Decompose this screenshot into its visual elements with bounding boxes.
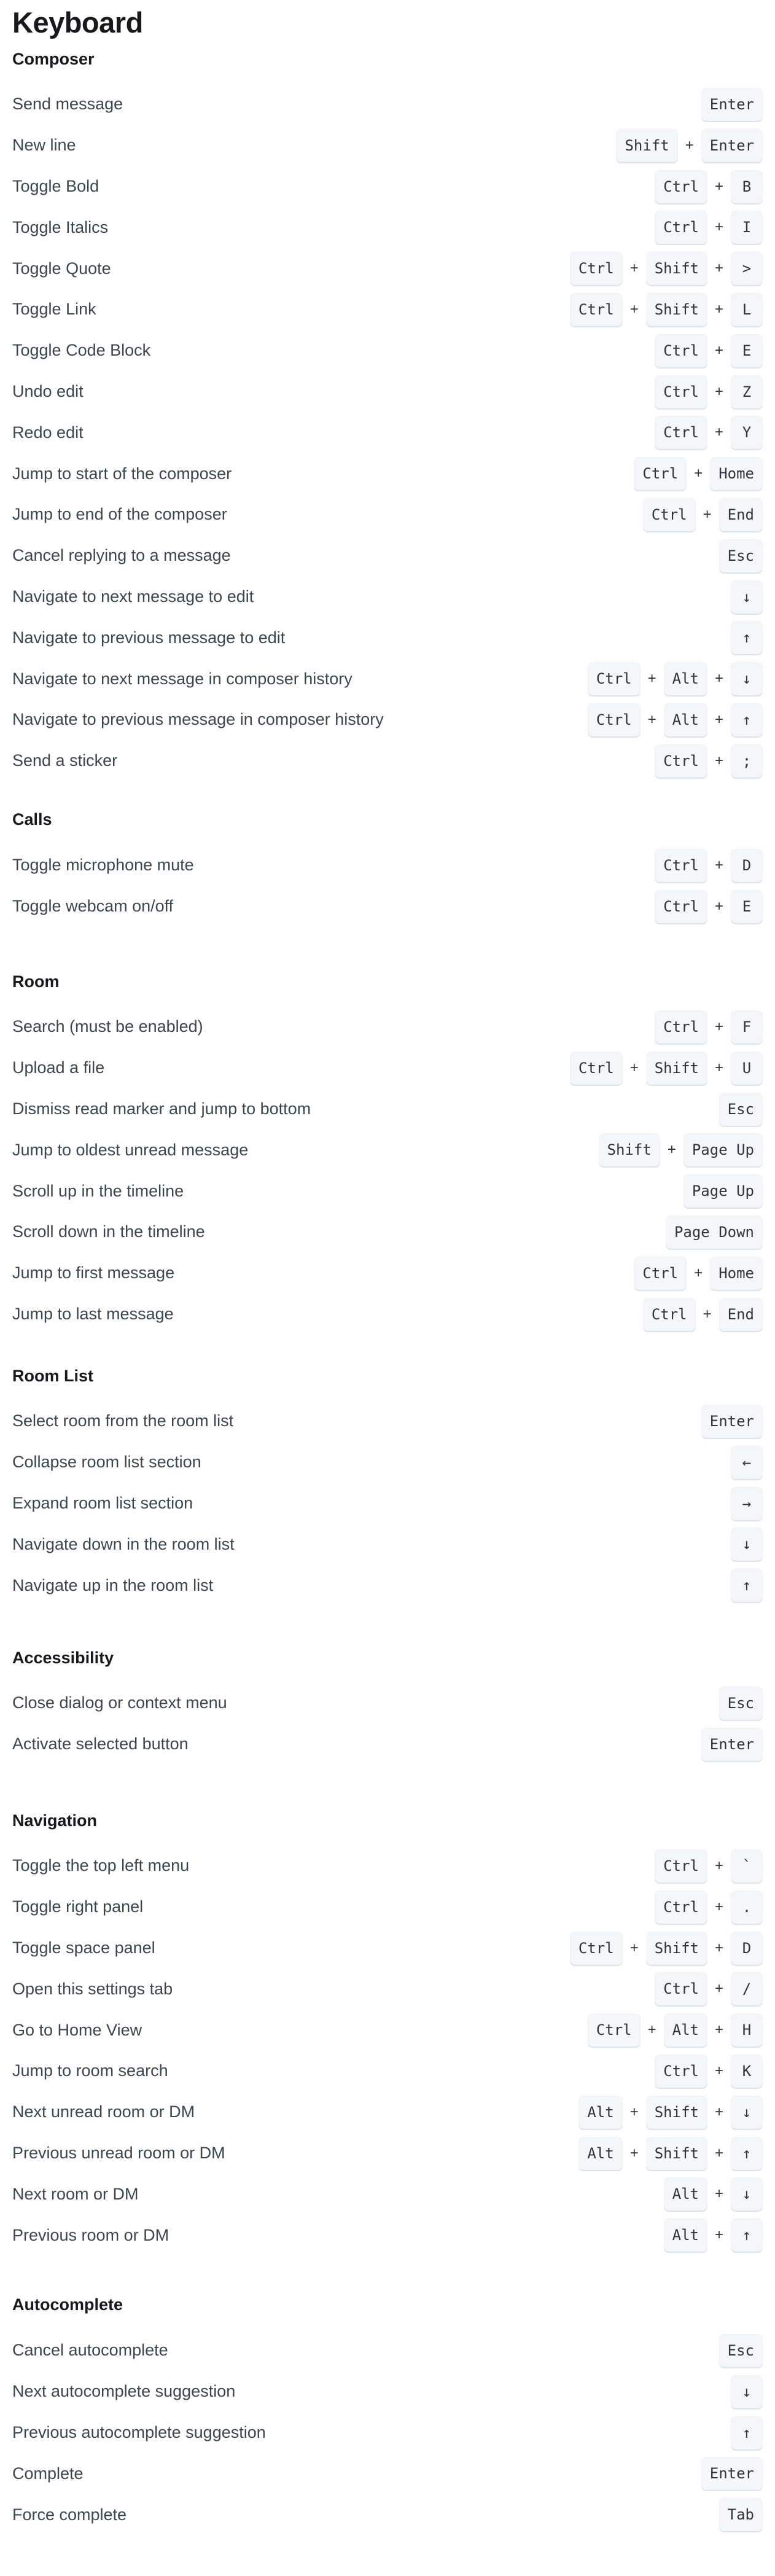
key-cap: D bbox=[731, 1932, 763, 1965]
shortcut-label: Open this settings tab bbox=[12, 1979, 173, 1998]
key-cap: Ctrl bbox=[655, 744, 707, 778]
key-cap: Ctrl bbox=[570, 1052, 623, 1085]
plus-separator: + bbox=[703, 505, 712, 523]
shortcut-row bbox=[12, 289, 763, 330]
key-cap: Shift bbox=[646, 293, 707, 326]
key-combination bbox=[731, 1569, 763, 1602]
key-cap: End bbox=[719, 1298, 763, 1331]
shortcut-row bbox=[12, 658, 763, 700]
key-cap: Ctrl bbox=[570, 293, 623, 326]
key-cap: Ctrl bbox=[655, 1891, 707, 1924]
key-cap: Y bbox=[731, 416, 763, 449]
key-cap: Page Down bbox=[666, 1216, 763, 1249]
shortcut-row bbox=[12, 617, 763, 658]
key-combination bbox=[655, 211, 763, 244]
shortcut-row bbox=[12, 2133, 763, 2174]
key-cap: Ctrl bbox=[588, 703, 641, 736]
key-combination bbox=[655, 1972, 763, 2005]
key-combination bbox=[634, 457, 763, 490]
key-cap: Alt bbox=[664, 2013, 707, 2047]
key-cap: Home bbox=[710, 1257, 763, 1290]
shortcut-row bbox=[12, 1171, 763, 1212]
key-combination bbox=[643, 498, 763, 531]
key-combination bbox=[634, 1257, 763, 1290]
shortcut-label: Toggle webcam on/off bbox=[12, 897, 174, 916]
shortcut-row bbox=[12, 125, 763, 166]
key-cap: Shift bbox=[646, 2096, 707, 2129]
plus-separator: + bbox=[703, 1305, 712, 1322]
shortcut-row bbox=[12, 453, 763, 494]
section-composer bbox=[12, 49, 763, 781]
plus-separator: + bbox=[714, 300, 723, 318]
key-combination bbox=[570, 252, 763, 285]
key-cap: Ctrl bbox=[588, 662, 641, 695]
plus-separator: + bbox=[714, 178, 723, 195]
shortcut-label: Toggle Code Block bbox=[12, 341, 151, 360]
key-cap: ↑ bbox=[731, 1569, 763, 1602]
key-cap: ← bbox=[731, 1446, 763, 1479]
key-cap: U bbox=[731, 1052, 763, 1085]
key-cap: Ctrl bbox=[570, 1932, 623, 1965]
section-title: Calls bbox=[12, 810, 52, 829]
key-cap: Shift bbox=[646, 252, 707, 285]
key-cap: Ctrl bbox=[655, 890, 707, 923]
key-combination bbox=[588, 662, 763, 695]
key-cap: Ctrl bbox=[655, 375, 707, 408]
key-combination bbox=[588, 2013, 763, 2047]
shortcut-label: Go to Home View bbox=[12, 2020, 142, 2039]
key-cap: Home bbox=[710, 457, 763, 490]
shortcut-row bbox=[12, 371, 763, 412]
page-title: Keyboard bbox=[12, 6, 143, 39]
section-title: Navigation bbox=[12, 1811, 98, 1830]
shortcut-list bbox=[12, 845, 763, 927]
key-combination bbox=[719, 539, 763, 572]
shortcut-label: Jump to end of the composer bbox=[12, 505, 227, 524]
plus-separator: + bbox=[714, 1018, 723, 1035]
shortcut-label: Dismiss read marker and jump to bottom bbox=[12, 1099, 311, 1118]
shortcut-row bbox=[12, 1047, 763, 1088]
plus-separator: + bbox=[714, 897, 723, 915]
key-combination bbox=[643, 1298, 763, 1331]
plus-separator: + bbox=[629, 300, 639, 318]
key-cap: . bbox=[731, 1891, 763, 1924]
plus-separator: + bbox=[694, 1264, 703, 1281]
shortcut-label: Toggle microphone mute bbox=[12, 856, 194, 875]
key-combination bbox=[731, 2375, 763, 2408]
shortcut-label: Toggle Quote bbox=[12, 259, 111, 278]
key-cap: Z bbox=[731, 375, 763, 408]
shortcut-row bbox=[12, 1442, 763, 1483]
key-combination bbox=[655, 334, 763, 367]
plus-separator: + bbox=[714, 383, 723, 400]
plus-separator: + bbox=[714, 2103, 723, 2120]
key-combination bbox=[655, 849, 763, 882]
shortcut-row bbox=[12, 740, 763, 781]
plus-separator: + bbox=[714, 856, 723, 873]
key-cap: Esc bbox=[719, 539, 763, 572]
plus-separator: + bbox=[629, 260, 639, 277]
shortcut-row bbox=[12, 535, 763, 576]
shortcut-label: Navigate to next message to edit bbox=[12, 587, 254, 606]
shortcut-row bbox=[12, 1212, 763, 1253]
shortcut-row bbox=[12, 1483, 763, 1524]
key-combination bbox=[570, 1052, 763, 1085]
key-cap: Esc bbox=[719, 2334, 763, 2367]
shortcut-row bbox=[12, 886, 763, 927]
plus-separator: + bbox=[714, 1857, 723, 1874]
shortcut-label: Navigate down in the room list bbox=[12, 1534, 235, 1553]
section-title: Autocomplete bbox=[12, 2295, 123, 2314]
key-combination bbox=[655, 416, 763, 449]
key-cap: Ctrl bbox=[634, 1257, 687, 1290]
shortcut-row bbox=[12, 2215, 763, 2256]
key-cap: Alt bbox=[664, 2219, 707, 2252]
key-cap: Alt bbox=[664, 2177, 707, 2211]
key-cap: Shift bbox=[599, 1133, 660, 1166]
shortcut-row bbox=[12, 845, 763, 886]
shortcut-label: Cancel replying to a message bbox=[12, 546, 231, 565]
key-combination bbox=[664, 2219, 763, 2252]
key-cap: > bbox=[731, 252, 763, 285]
key-cap: End bbox=[719, 498, 763, 531]
shortcut-list bbox=[12, 1846, 763, 2256]
shortcut-label: Select room from the room list bbox=[12, 1411, 234, 1430]
key-cap: Alt bbox=[664, 662, 707, 695]
plus-separator: + bbox=[714, 2021, 723, 2039]
plus-separator: + bbox=[647, 2021, 656, 2039]
key-cap: Page Up bbox=[683, 1133, 763, 1166]
key-cap: ↓ bbox=[731, 662, 763, 695]
shortcut-label: Toggle space panel bbox=[12, 1938, 155, 1957]
key-cap: Enter bbox=[701, 88, 763, 121]
plus-separator: + bbox=[667, 1141, 676, 1158]
shortcut-label: Navigate up in the room list bbox=[12, 1575, 214, 1594]
shortcut-label: Toggle Italics bbox=[12, 217, 109, 236]
shortcut-row bbox=[12, 576, 763, 617]
shortcut-row bbox=[12, 1723, 763, 1765]
plus-separator: + bbox=[714, 260, 723, 277]
shortcut-label: Navigate to previous message to edit bbox=[12, 628, 286, 647]
key-cap: Shift bbox=[646, 2137, 707, 2170]
key-cap: Shift bbox=[646, 1052, 707, 1085]
key-combination bbox=[655, 1891, 763, 1924]
key-combination bbox=[731, 1446, 763, 1479]
shortcut-row bbox=[12, 1401, 763, 1442]
shortcut-row bbox=[12, 1252, 763, 1294]
shortcut-label: Search (must be enabled) bbox=[12, 1017, 203, 1036]
shortcut-list bbox=[12, 84, 763, 782]
shortcut-row bbox=[12, 2051, 763, 2092]
key-cap: Ctrl bbox=[655, 849, 707, 882]
shortcut-row bbox=[12, 1524, 763, 1565]
shortcut-label: Scroll down in the timeline bbox=[12, 1222, 205, 1241]
key-cap: Ctrl bbox=[655, 1010, 707, 1044]
shortcut-list bbox=[12, 1007, 763, 1335]
section-title: Room bbox=[12, 972, 60, 991]
key-combination bbox=[588, 703, 763, 736]
shortcut-row bbox=[12, 2412, 763, 2453]
key-combination bbox=[719, 1093, 763, 1126]
key-cap: Ctrl bbox=[634, 457, 687, 490]
key-combination bbox=[731, 580, 763, 614]
key-combination bbox=[701, 1405, 763, 1438]
key-cap: B bbox=[731, 170, 763, 203]
key-cap: Enter bbox=[701, 129, 763, 162]
key-cap: K bbox=[731, 2055, 763, 2088]
plus-separator: + bbox=[714, 219, 723, 236]
key-cap: ↓ bbox=[731, 2177, 763, 2211]
key-cap: Enter bbox=[701, 2457, 763, 2490]
key-cap: Ctrl bbox=[655, 211, 707, 244]
plus-separator: + bbox=[714, 2062, 723, 2079]
key-combination bbox=[719, 2334, 763, 2367]
shortcut-label: Close dialog or context menu bbox=[12, 1693, 227, 1712]
shortcut-label: Jump to last message bbox=[12, 1305, 174, 1324]
key-combination bbox=[655, 1010, 763, 1044]
shortcut-label: Complete bbox=[12, 2464, 84, 2483]
key-cap: Ctrl bbox=[655, 416, 707, 449]
shortcut-label: Upload a file bbox=[12, 1058, 105, 1077]
key-cap: ` bbox=[731, 1849, 763, 1883]
key-cap: Enter bbox=[701, 1728, 763, 1761]
plus-separator: + bbox=[714, 2185, 723, 2203]
key-cap: D bbox=[731, 849, 763, 882]
shortcut-label: Jump to oldest unread message bbox=[12, 1140, 249, 1159]
key-cap: Esc bbox=[719, 1093, 763, 1126]
key-cap: Ctrl bbox=[655, 170, 707, 203]
shortcut-label: Jump to room search bbox=[12, 2061, 168, 2080]
shortcut-label: Jump to start of the composer bbox=[12, 464, 232, 483]
key-cap: Ctrl bbox=[643, 1298, 696, 1331]
plus-separator: + bbox=[714, 1059, 723, 1076]
shortcut-row bbox=[12, 1846, 763, 1887]
shortcut-row bbox=[12, 166, 763, 207]
shortcut-label: Toggle the top left menu bbox=[12, 1856, 190, 1875]
key-combination bbox=[719, 2498, 763, 2531]
section-accessibility bbox=[12, 1648, 763, 1765]
section-title: Composer bbox=[12, 50, 95, 68]
key-cap: L bbox=[731, 293, 763, 326]
key-combination bbox=[701, 88, 763, 121]
key-combination bbox=[655, 375, 763, 408]
shortcut-row bbox=[12, 2453, 763, 2494]
key-cap: → bbox=[731, 1487, 763, 1520]
key-cap: E bbox=[731, 334, 763, 367]
key-combination bbox=[578, 2137, 763, 2170]
plus-separator: + bbox=[647, 670, 656, 687]
key-combination bbox=[731, 1528, 763, 1561]
plus-separator: + bbox=[694, 465, 703, 482]
key-combination bbox=[683, 1174, 763, 1208]
shortcut-row bbox=[12, 1969, 763, 2010]
key-cap: Enter bbox=[701, 1405, 763, 1438]
section-autocomplete bbox=[12, 2295, 763, 2535]
plus-separator: + bbox=[685, 136, 694, 154]
key-cap: H bbox=[731, 2013, 763, 2047]
key-cap: ↑ bbox=[731, 2137, 763, 2170]
plus-separator: + bbox=[647, 711, 656, 728]
section-navigation bbox=[12, 1811, 763, 2256]
shortcut-label: Toggle Bold bbox=[12, 177, 99, 196]
shortcut-label: Cancel autocomplete bbox=[12, 2341, 168, 2360]
key-cap: ↓ bbox=[731, 580, 763, 614]
key-cap: I bbox=[731, 211, 763, 244]
key-combination bbox=[731, 1487, 763, 1520]
key-cap: Page Up bbox=[683, 1174, 763, 1208]
key-cap: Tab bbox=[719, 2498, 763, 2531]
key-combination bbox=[731, 2416, 763, 2449]
shortcut-list bbox=[12, 1401, 763, 1606]
shortcut-label: Send a sticker bbox=[12, 751, 118, 770]
key-cap: ↑ bbox=[731, 2219, 763, 2252]
shortcut-label: Scroll up in the timeline bbox=[12, 1181, 184, 1200]
shortcut-label: Jump to first message bbox=[12, 1263, 175, 1282]
key-cap: ; bbox=[731, 744, 763, 778]
shortcut-row bbox=[12, 248, 763, 289]
shortcut-row bbox=[12, 207, 763, 248]
shortcut-label: New line bbox=[12, 136, 76, 155]
plus-separator: + bbox=[714, 670, 723, 687]
key-combination bbox=[655, 2055, 763, 2088]
key-combination bbox=[719, 1687, 763, 1720]
shortcut-label: Undo edit bbox=[12, 382, 84, 401]
shortcut-row bbox=[12, 1683, 763, 1724]
key-combination bbox=[570, 293, 763, 326]
shortcut-row bbox=[12, 1565, 763, 1606]
shortcut-label: Next room or DM bbox=[12, 2184, 139, 2203]
key-combination bbox=[701, 2457, 763, 2490]
shortcut-row bbox=[12, 700, 763, 741]
plus-separator: + bbox=[714, 2227, 723, 2244]
shortcut-label: Navigate to previous message in composer history bbox=[12, 710, 384, 729]
shortcut-label: Navigate to next message in composer history bbox=[12, 669, 352, 688]
plus-separator: + bbox=[629, 2103, 639, 2120]
key-cap: Ctrl bbox=[655, 1972, 707, 2005]
shortcut-label: Next unread room or DM bbox=[12, 2102, 195, 2121]
shortcut-label: Redo edit bbox=[12, 423, 84, 442]
plus-separator: + bbox=[629, 1059, 639, 1076]
shortcut-row bbox=[12, 1886, 763, 1927]
shortcut-row bbox=[12, 1007, 763, 1048]
shortcut-label: Expand room list section bbox=[12, 1494, 193, 1513]
shortcut-row bbox=[12, 1927, 763, 1969]
plus-separator: + bbox=[714, 2144, 723, 2161]
section-calls bbox=[12, 810, 763, 927]
key-combination bbox=[655, 170, 763, 203]
key-cap: ↑ bbox=[731, 703, 763, 736]
shortcut-row bbox=[12, 2010, 763, 2051]
key-cap: Alt bbox=[578, 2096, 622, 2129]
key-combination bbox=[655, 744, 763, 778]
key-cap: Ctrl bbox=[570, 252, 623, 285]
key-cap: Alt bbox=[664, 703, 707, 736]
plus-separator: + bbox=[714, 342, 723, 359]
shortcut-row bbox=[12, 1294, 763, 1335]
section-room-list bbox=[12, 1366, 763, 1606]
key-cap: / bbox=[731, 1972, 763, 2005]
shortcut-label: Activate selected button bbox=[12, 1735, 189, 1754]
shortcut-row bbox=[12, 1088, 763, 1130]
key-cap: ↓ bbox=[731, 2375, 763, 2408]
shortcut-row bbox=[12, 494, 763, 536]
shortcut-label: Next autocomplete suggestion bbox=[12, 2382, 236, 2401]
key-combination bbox=[666, 1216, 763, 1249]
shortcut-label: Toggle right panel bbox=[12, 1897, 144, 1916]
key-combination bbox=[578, 2096, 763, 2129]
key-cap: Ctrl bbox=[655, 334, 707, 367]
plus-separator: + bbox=[629, 1939, 639, 1956]
shortcut-label: Send message bbox=[12, 95, 123, 114]
key-cap: Ctrl bbox=[655, 2055, 707, 2088]
shortcut-row bbox=[12, 1130, 763, 1171]
shortcut-row bbox=[12, 84, 763, 125]
section-room bbox=[12, 972, 763, 1335]
plus-separator: + bbox=[714, 1939, 723, 1956]
key-cap: F bbox=[731, 1010, 763, 1044]
key-combination bbox=[570, 1932, 763, 1965]
key-cap: ↓ bbox=[731, 1528, 763, 1561]
key-combination bbox=[731, 621, 763, 654]
shortcut-label: Previous unread room or DM bbox=[12, 2144, 225, 2163]
shortcut-label: Previous autocomplete suggestion bbox=[12, 2423, 266, 2442]
key-cap: Ctrl bbox=[643, 498, 696, 531]
plus-separator: + bbox=[714, 1980, 723, 1997]
plus-separator: + bbox=[714, 1898, 723, 1915]
shortcut-label: Previous room or DM bbox=[12, 2225, 169, 2244]
shortcut-label: Force complete bbox=[12, 2505, 127, 2524]
shortcut-list bbox=[12, 1683, 763, 1765]
key-combination bbox=[664, 2177, 763, 2211]
shortcut-row bbox=[12, 2330, 763, 2371]
shortcut-row bbox=[12, 2174, 763, 2215]
shortcut-label: Collapse room list section bbox=[12, 1453, 201, 1472]
plus-separator: + bbox=[714, 424, 723, 441]
key-cap: Shift bbox=[616, 129, 677, 162]
key-cap: Shift bbox=[646, 1932, 707, 1965]
plus-separator: + bbox=[714, 752, 723, 769]
key-cap: ↑ bbox=[731, 2416, 763, 2449]
key-combination bbox=[701, 1728, 763, 1761]
key-combination bbox=[655, 1849, 763, 1883]
shortcut-list bbox=[12, 2330, 763, 2535]
key-combination bbox=[655, 890, 763, 923]
plus-separator: + bbox=[629, 2144, 639, 2161]
key-combination bbox=[616, 129, 763, 162]
key-cap: E bbox=[731, 890, 763, 923]
shortcut-row bbox=[12, 2494, 763, 2535]
shortcut-row bbox=[12, 330, 763, 371]
section-title: Room List bbox=[12, 1367, 93, 1385]
shortcut-label: Toggle Link bbox=[12, 300, 96, 319]
plus-separator: + bbox=[714, 711, 723, 728]
key-cap: ↓ bbox=[731, 2096, 763, 2129]
key-combination bbox=[599, 1133, 763, 1166]
key-cap: Alt bbox=[578, 2137, 622, 2170]
key-cap: ↑ bbox=[731, 621, 763, 654]
shortcut-row bbox=[12, 412, 763, 453]
shortcut-row bbox=[12, 2091, 763, 2133]
section-title: Accessibility bbox=[12, 1649, 114, 1667]
shortcut-row bbox=[12, 2371, 763, 2412]
key-cap: Ctrl bbox=[655, 1849, 707, 1883]
key-cap: Ctrl bbox=[588, 2013, 641, 2047]
key-cap: Esc bbox=[719, 1687, 763, 1720]
